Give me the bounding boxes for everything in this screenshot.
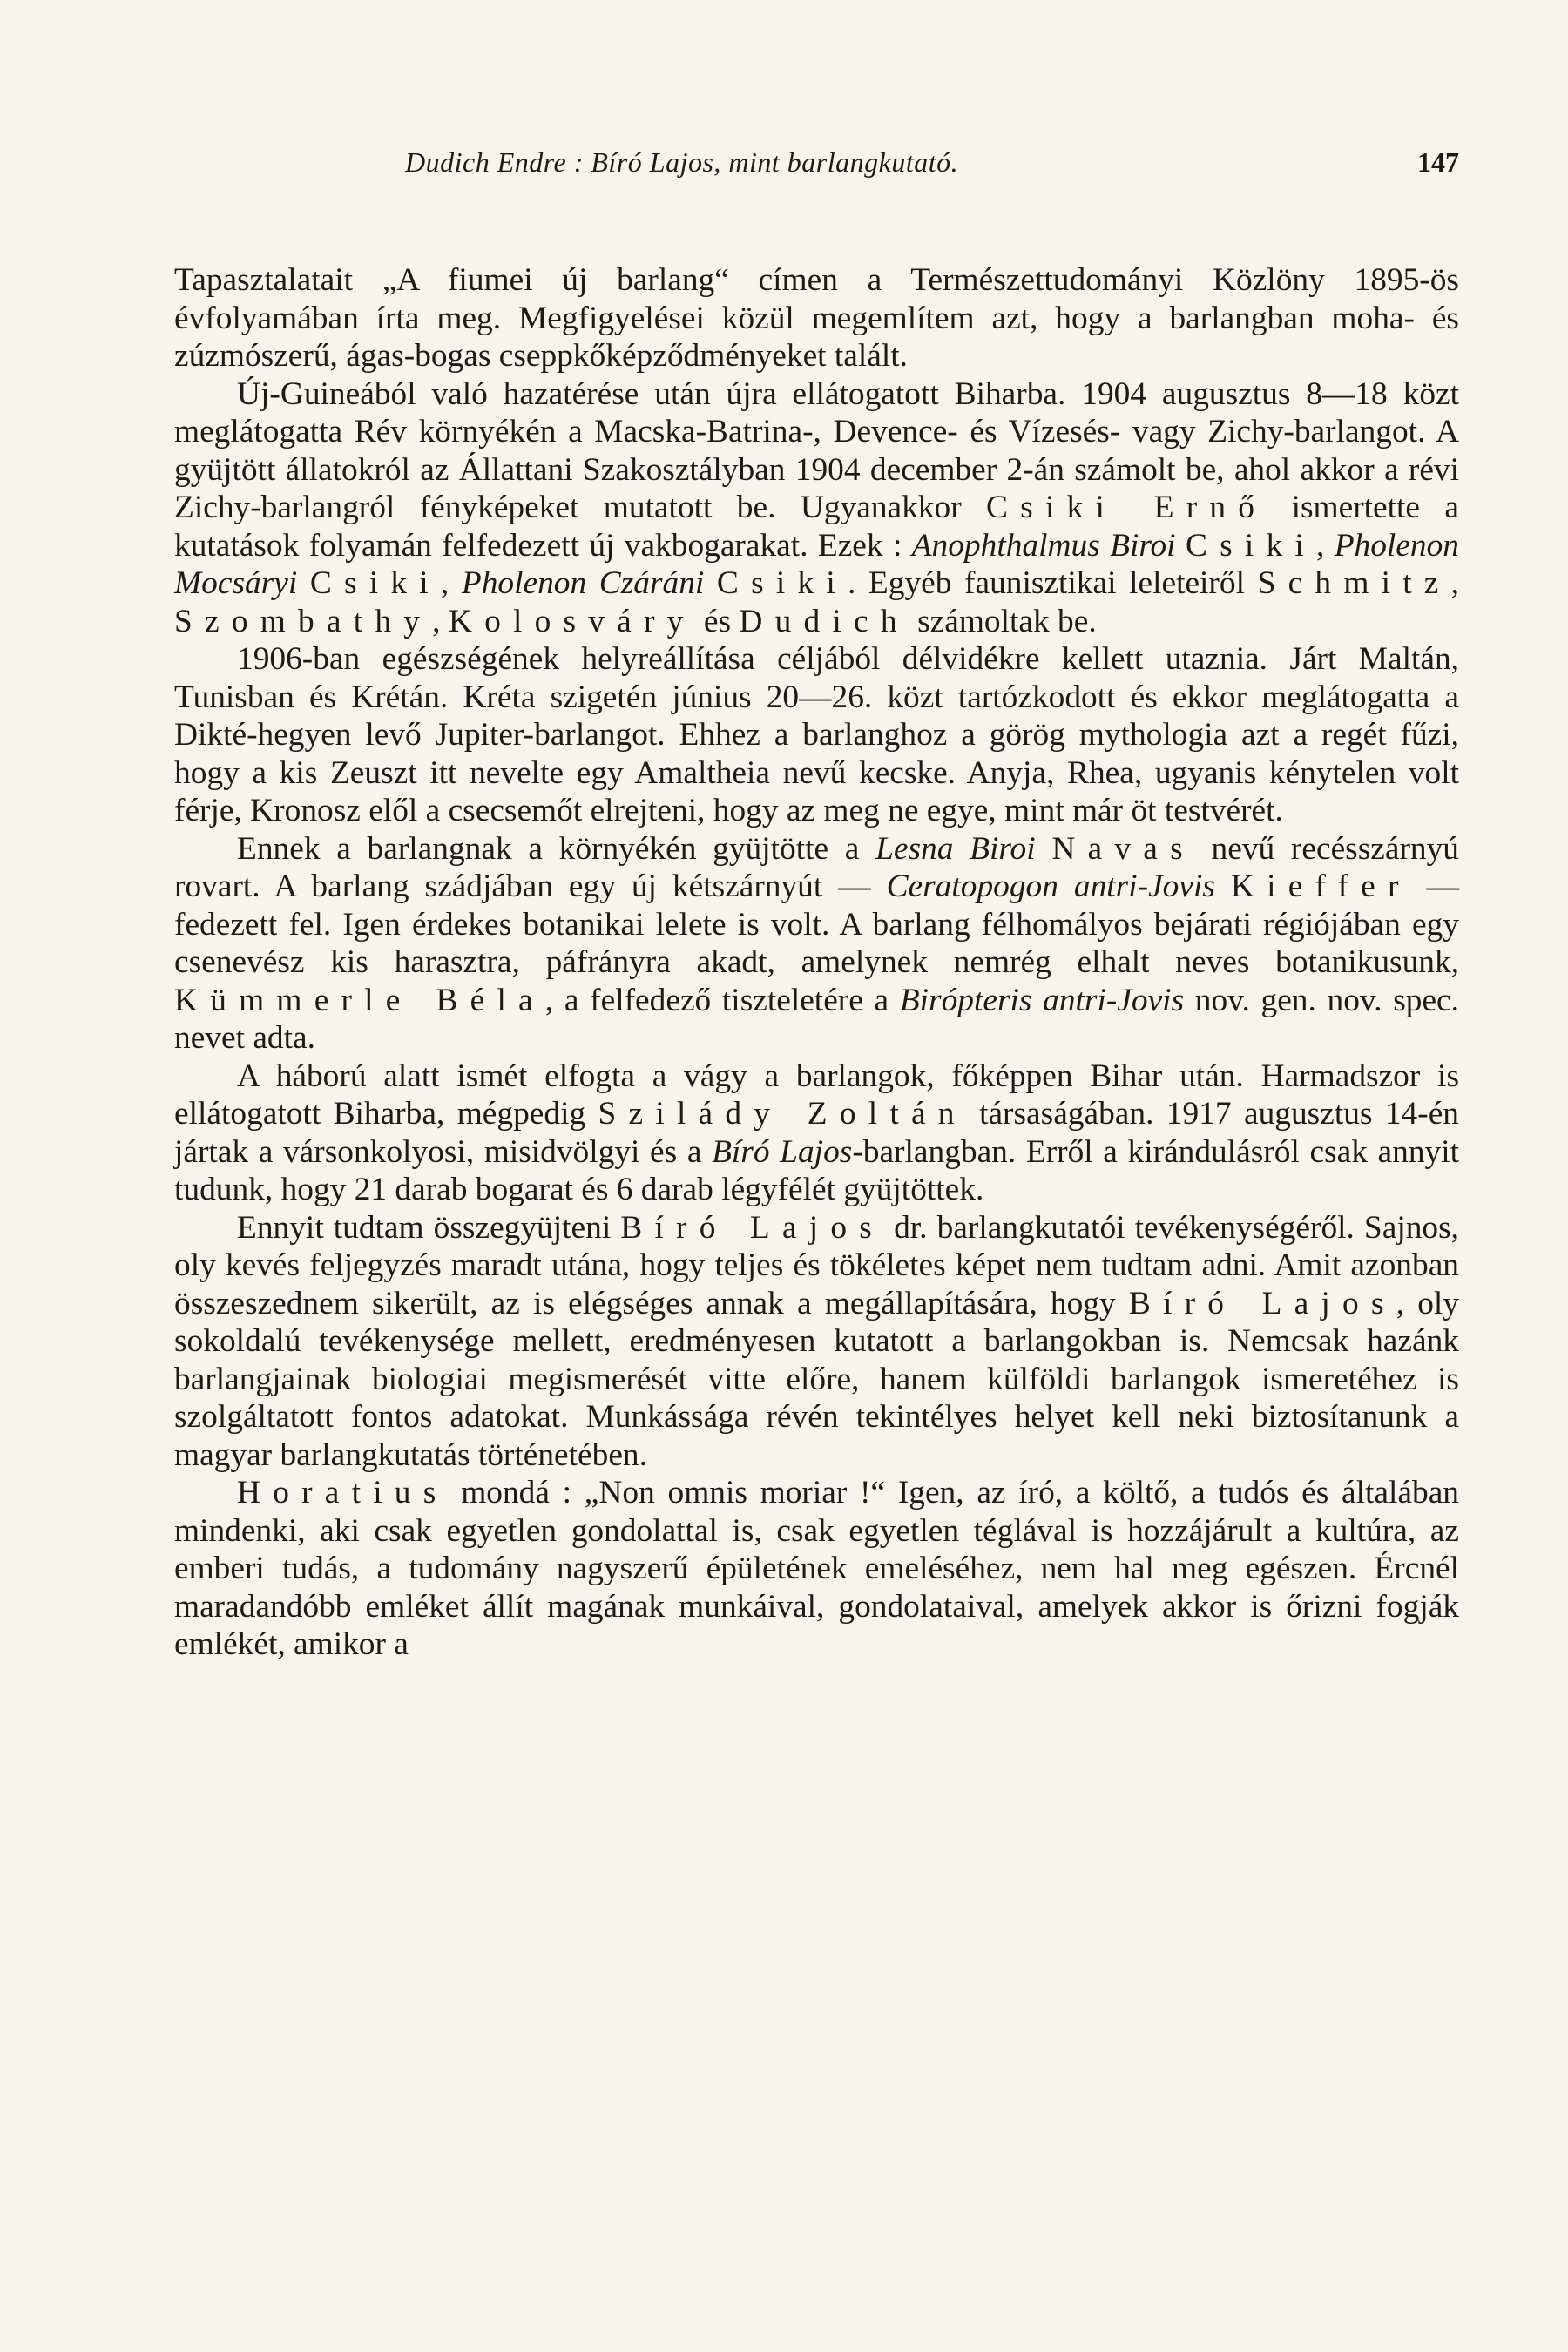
text-run: és — [695, 603, 740, 639]
text-run — [1036, 831, 1052, 867]
taxon-name: Anophthalmus Biroi — [911, 527, 1176, 564]
running-head-title: Dudich Endre : Bíró Lajos, mint barlangkutató. — [405, 146, 959, 178]
text-run: ismertette a kutatások folyamán felfedezett új vakbogarakat. Ezek : — [174, 490, 1459, 564]
text-run: dr. barlangkutatói tevékenységéről. Sajnos, oly kevés feljegyzés maradt utána, hogy teljes és tökéletes képet nem tudtam adni. Amit azonban összeszednem sikerült, az is elégséges annak a megállapítására, hogy — [174, 1209, 1460, 1321]
text-run: nov. gen. nov. spec. nevet adta. — [174, 982, 1459, 1056]
text-run: Ennek a barlangnak a környékén gyüjtötte a — [237, 830, 876, 867]
text-run: -barlangban. Erről a kirándulásról csak annyit tudunk, hogy 21 darab bogarat és 6 darab légyfélét gyüjtöttek. — [174, 1133, 1459, 1207]
text-run: — fedezett fel. Igen érdekes botanikai lelete is volt. A barlang félhomályos bejárati régiójában egy csenevész kis harasztra, páfrányra akadt, amelynek nemrég elhalt neves botanikusunk, — [174, 868, 1459, 980]
person-name: Kümmerle Béla — [174, 982, 545, 1018]
person-name: Dudich — [739, 603, 909, 639]
text-run — [704, 565, 717, 601]
person-name: Szilády Zoltán — [598, 1096, 967, 1132]
taxon-name: Pholenon Mocsáryi — [174, 527, 1459, 601]
text-run: mondá : „Non omnis moriar !“ Igen, az író, a költő, a tudós és általában mindenki, aki csak egyetlen gondolattal is, csak egyetlen téglával is hozzájárult a kultúra, az emberi tudás, a tudomány nagyszerű épületének emeléséhez, nem hal meg egészen. Ércnél maradandóbb emléket állít magának munkáival, gondolataival, amelyek akkor is őrizni fogják emlékét, amikor a — [174, 1475, 1459, 1662]
paragraph — [174, 640, 1459, 830]
paragraph — [174, 1058, 1459, 1209]
person-name: Bíró Lajos — [1128, 1285, 1396, 1321]
person-name: Kieffer — [1230, 868, 1411, 904]
person-name: Szombathy — [174, 603, 433, 639]
person-name: Schmitz — [1257, 565, 1451, 601]
text-run: Új-Guineából való hazatérése után újra ellátogatott Biharba. 1904 augusztus 8—18 közt meglátogatta Rév környékén a Macska-Batrina-, Devence- és Vízesés- vagy Zichy-barlangot. A gyüjtött állatokról az Állattani Szakosztályban 1904 december 2-án számolt be, ahol akkor a révi Zichy-barlangról fényképeket mutatott be. Ugyanakkor — [174, 375, 1459, 525]
paragraph — [174, 1474, 1459, 1664]
person-name: Horatius — [237, 1475, 449, 1511]
text-run: , — [432, 603, 449, 639]
paragraph — [174, 830, 1459, 1058]
paragraph — [174, 375, 1459, 641]
person-name: Bíró Lajos — [620, 1209, 885, 1246]
text-run: A háború alatt ismét elfogta a vágy a barlangok, főképpen Bihar után. Harmadszor is ellátogatott Biharba, mégpedig — [174, 1058, 1459, 1132]
text-run: , — [1450, 565, 1459, 601]
text-run: számoltak be. — [909, 603, 1097, 639]
text-run — [297, 565, 310, 601]
taxon-name: Pholenon Czáráni — [461, 565, 705, 601]
text-run: , — [440, 565, 462, 601]
text-run: társaságában. 1917 augusztus 14-én jártak a vársonkolyosi, misidvölgyi és a — [174, 1096, 1459, 1170]
taxon-name: Ceratopogon antri-Jovis — [886, 868, 1215, 904]
running-head — [174, 146, 1459, 190]
text-run: Tapasztalatait „A fiumei új barlang“ címen a Természettudományi Közlöny 1895-ös évfolyamában írta meg. Megfigyelései közül megemlítem azt, hogy a barlangban moha- és zúzmószerű, ágas-bogas cseppkőképződményeket talált. — [174, 262, 1459, 374]
text-run — [1215, 868, 1231, 904]
taxon-name: Lesna Biroi — [875, 830, 1036, 867]
person-name: Navas — [1051, 830, 1195, 867]
body-text — [174, 261, 1459, 1664]
text-run — [1176, 528, 1186, 564]
text-run: . Egyéb faunisztikai leleteiről — [847, 565, 1258, 601]
paragraph — [174, 261, 1459, 375]
paragraph — [174, 1209, 1459, 1475]
person-name: Csiki — [716, 565, 848, 601]
text-run: , oly sokoldalú tevékenysége mellett, eredményesen kutatott a barlangokban is. Nemcsak hazánk barlangjainak biologiai megismerését vitte előre, hanem külföldi barlangok ismeretéhez is szolgáltatott fontos adatokat. Munkássága révén tekintélyes helyet kell neki biztosítanunk a magyar barlangkutatás történetében. — [174, 1285, 1460, 1473]
text-run: Ennyit tudtam összegyüjteni — [237, 1209, 621, 1246]
person-name: Csiki — [309, 565, 441, 601]
person-name: Csiki — [1185, 527, 1316, 564]
person-name: Kolosváry — [448, 603, 696, 639]
page-number: 147 — [1417, 146, 1459, 178]
taxon-name: Birópteris antri-Jovis — [899, 982, 1185, 1018]
cave-name: Bíró Lajos — [712, 1133, 853, 1170]
text-run: nevű recésszárnyú rovart. A barlang szádjában egy új kétszárnyút — — [174, 830, 1460, 904]
text-run: , a felfedező tiszteletére a — [544, 982, 900, 1018]
person-name: Csiki Ernő — [986, 490, 1267, 525]
text-run: , — [1315, 527, 1335, 564]
text-run: 1906-ban egészségének helyreállítása céljából délvidékre kellett utaznia. Járt Maltán, Tunisban és Krétán. Kréta szigetén június 20—26. közt tartózkodott és ekkor meglátogatta a Dikté-hegyen levő Jupiter-barlangot. Ehhez a barlanghoz a görög mythologia azt a regét fűzi, hogy a kis Zeuszt itt nevelte egy Amaltheia nevű kecske. Anyja, Rhea, ugyanis kénytelen volt férje, Kronosz elől a csecsemőt elrejteni, hogy az meg ne egye, mint már öt testvérét. — [174, 641, 1459, 828]
